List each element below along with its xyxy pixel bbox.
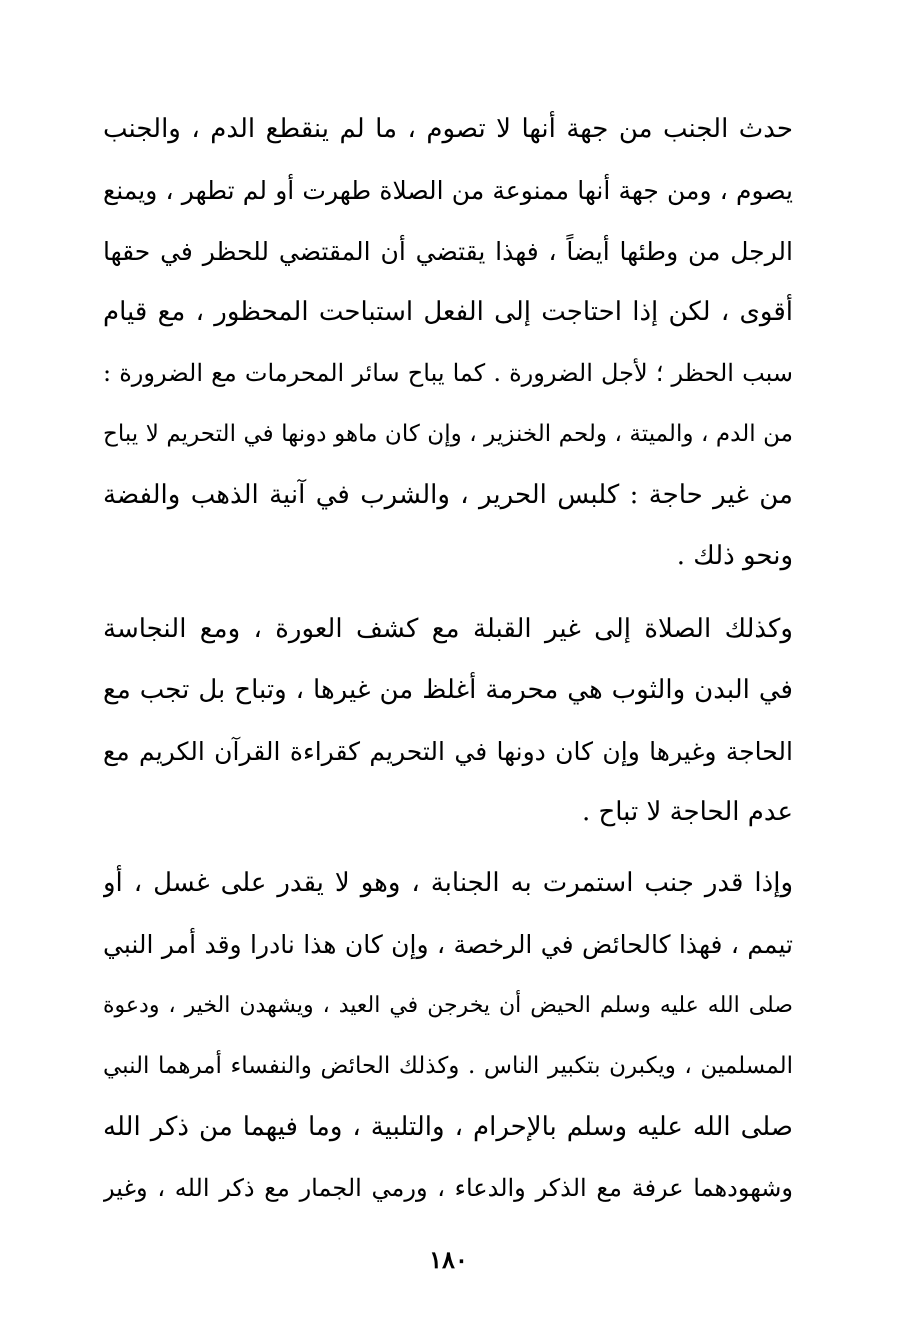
text-line: الرجل من وطئها أيضاً ، فهذا يقتضي أن المقتضي للحظر في حقها (103, 237, 793, 266)
text-line: يصوم ، ومن جهة أنها ممنوعة من الصلاة طهرت أو لم تطهر ، ويمنع (103, 176, 793, 205)
text-line: حدث الجنب من جهة أنها لا تصوم ، ما لم ينقطع الدم ، والجنب (103, 114, 793, 144)
text-line: وكذلك الصلاة إلى غير القبلة مع كشف العورة ، ومع النجاسة (103, 614, 793, 644)
text-line: وإذا قدر جنب استمرت به الجنابة ، وهو لا يقدر على غسل ، أو (103, 868, 793, 898)
text-line: عدم الحاجة لا تباح . (581, 797, 793, 827)
text-line: صلى الله عليه وسلم بالإحرام ، والتلبية ، وما فيهما من ذكر الله (103, 1112, 793, 1142)
text-line: من الدم ، والميتة ، ولحم الخنزير ، وإن كان ماهو دونها في التحريم لا يباح (103, 421, 793, 447)
text-line: المسلمين ، ويكبرن بتكبير الناس . وكذلك الحائض والنفساء أمرهما النبي (103, 1053, 793, 1079)
paragraph-2 (103, 599, 793, 843)
text-line: صلى الله عليه وسلم الحيض أن يخرجن في العيد ، ويشهدن الخير ، ودعوة (103, 993, 793, 1018)
text-line: في البدن والثوب هي محرمة أغلظ من غيرها ، وتباح بل تجب مع (103, 675, 793, 705)
text-line: أقوى ، لكن إذا احتاجت إلى الفعل استباحت المحظور ، مع قيام (103, 297, 793, 327)
page-number: ١٨٠ (429, 1245, 468, 1274)
paragraph-3 (103, 853, 793, 1219)
text-line: تيمم ، فهذا كالحائض في الرخصة ، وإن كان هذا نادرا وقد أمر النبي (103, 930, 793, 959)
paragraph-1 (103, 99, 793, 587)
text-line: ونحو ذلك . (676, 541, 793, 571)
text-line: من غير حاجة : كلبس الحرير ، والشرب في آنية الذهب والفضة (103, 480, 793, 510)
text-line: وشهودهما عرفة مع الذكر والدعاء ، ورمي الجمار مع ذكر الله ، وغير (103, 1174, 793, 1202)
text-line: سبب الحظر ؛ لأجل الضرورة . كما يباح سائر المحرمات مع الضرورة : (103, 359, 793, 387)
text-line: الحاجة وغيرها وإن كان دونها في التحريم كقراءة القرآن الكريم مع (103, 737, 793, 766)
